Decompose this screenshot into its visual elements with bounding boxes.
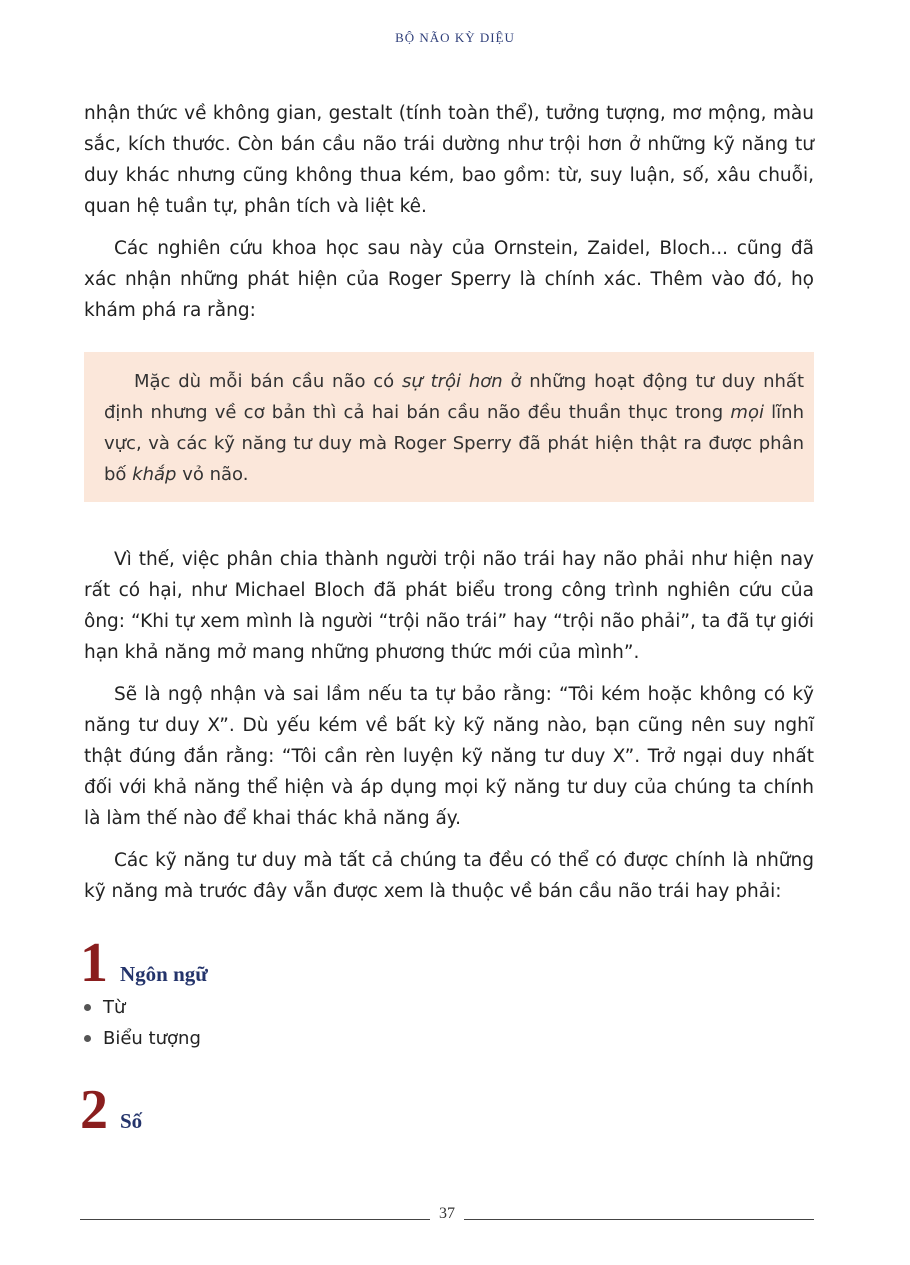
page-number: 37 [439,1205,455,1222]
callout-text-4: vỏ não. [176,464,249,485]
list-item-text: Biểu tượng [103,1028,201,1049]
section-2-heading [80,1079,143,1141]
paragraph-2: Các nghiên cứu khoa học sau này của Ornstein, Zaidel, Bloch... cũng đã xác nhận những phát hiện của Roger Sperry là chính xác. Thêm vào đó, họ khám phá ra rằng: [84,238,814,321]
footer-rule-left [80,1219,430,1220]
bullet-icon [84,1035,91,1042]
page-footer [80,1205,814,1229]
paragraph-5: Các kỹ năng tư duy mà tất cả chúng ta đều có thể có được chính là những kỹ năng mà trước đây vẫn được xem là thuộc về bán cầu não trái hay phải: [84,850,814,902]
callout-text-1: Mặc dù mỗi bán cầu não có [134,371,402,392]
footer-rule-right [464,1219,814,1220]
bullet-icon [84,1004,91,1011]
callout-emphasis-3: khắp [132,464,177,485]
section-1-heading [80,932,208,994]
callout-emphasis-2: mọi [730,402,764,423]
section-number: 2 [80,1079,108,1141]
section-title: Số [120,1109,143,1133]
callout-text-2: ở những hoạt động tư duy nhất định nhưng về cơ bản thì cả hai bán cầu não đều thuần thục trong [104,371,804,423]
running-header: BỘ NÃO KỲ DIỆU [395,30,515,45]
paragraph-1: nhận thức về không gian, gestalt (tính toàn thể), tưởng tượng, mơ mộng, màu sắc, kích thước. Còn bán cầu não trái dường như trội hơn ở những kỹ năng tư duy khác nhưng cũng không thua kém, bao gồm: từ, suy luận, số, xâu chuỗi, quan hệ tuần tự, phân tích và liệt kê. [84,103,814,217]
highlight-box [84,352,814,502]
section-1-list [80,992,201,1054]
highlight-text [104,366,804,490]
list-item [80,1023,201,1054]
callout-text-3: lĩnh vực, và các kỹ năng tư duy mà Roger Sperry đã phát hiện thật ra được phân bố [104,402,805,485]
section-number: 1 [80,932,108,994]
list-item [80,992,201,1023]
section-title: Ngôn ngữ [120,962,208,986]
callout-emphasis-1: sự trội hơn [402,371,503,392]
list-item-text: Từ [103,997,126,1018]
paragraph-3: Vì thế, việc phân chia thành người trội não trái hay não phải như hiện nay rất có hại, như Michael Bloch đã phát biểu trong công trình nghiên cứu của ông: “Khi tự xem mình là người “trội não trái” hay “trội não phải”, ta đã tự giới hạn khả năng mở mang những phương thức mới của mình”. [84,549,814,663]
paragraph-4: Sẽ là ngộ nhận và sai lầm nếu ta tự bảo rằng: “Tôi kém hoặc không có kỹ năng tư duy X”. Dù yếu kém về bất kỳ kỹ năng nào, bạn cũng nên suy nghĩ thật đúng đắn rằng: “Tôi cần rèn luyện kỹ năng tư duy X”. Trở ngại duy nhất đối với khả năng thể hiện và áp dụng mọi kỹ năng tư duy của chúng ta chính là làm thế nào để khai thác khả năng ấy. [84,684,814,829]
